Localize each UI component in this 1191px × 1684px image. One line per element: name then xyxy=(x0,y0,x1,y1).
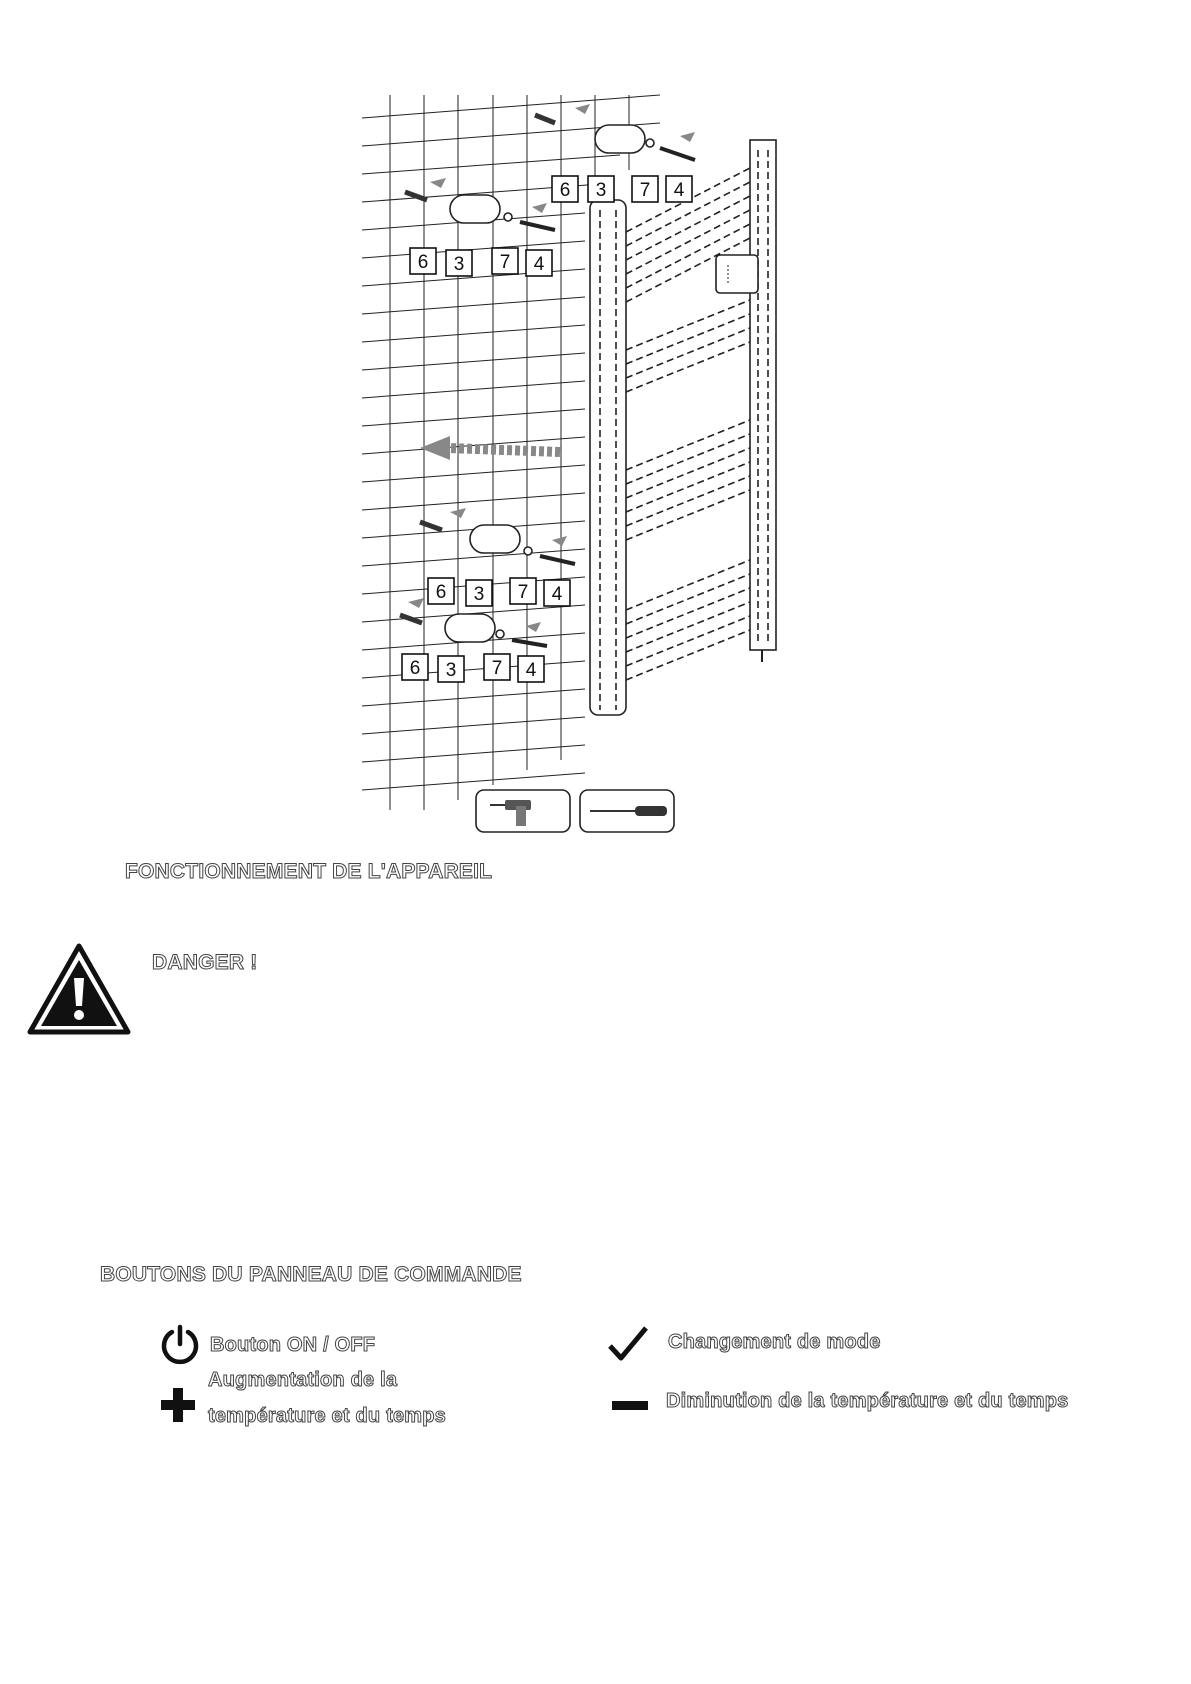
bracket-set-top-left xyxy=(405,178,555,230)
increase-label-line1: Augmentation de la xyxy=(208,1369,398,1391)
callout-label: 3 xyxy=(445,660,457,681)
power-icon xyxy=(158,1323,202,1367)
callout-label: 4 xyxy=(525,660,537,681)
callouts-bottom-lower xyxy=(402,654,544,682)
callout-label: 3 xyxy=(473,584,485,605)
callout-label: 3 xyxy=(595,180,607,201)
checkmark-icon xyxy=(606,1322,650,1366)
drill-icon xyxy=(476,790,570,832)
plus-icon xyxy=(158,1385,198,1425)
warning-triangle-icon xyxy=(24,940,134,1040)
screwdriver-icon xyxy=(580,790,674,832)
callout-label: 6 xyxy=(559,180,571,201)
callouts-top-right xyxy=(552,176,692,202)
section-title-operation: FONCTIONNEMENT DE L'APPAREIL xyxy=(125,860,493,883)
mount-direction-arrow xyxy=(420,436,560,460)
callouts-bottom-upper xyxy=(428,578,570,606)
callout-label: 4 xyxy=(551,584,563,605)
control-box xyxy=(716,255,758,293)
callouts-top-left xyxy=(410,248,552,276)
callout-label: 7 xyxy=(491,658,503,679)
bracket-set-top-right xyxy=(535,104,695,160)
callout-label: 7 xyxy=(639,180,651,201)
callout-label: 7 xyxy=(499,252,511,273)
power-button-label: Bouton ON / OFF xyxy=(210,1334,376,1356)
callout-label: 6 xyxy=(417,252,429,273)
towel-radiator xyxy=(590,140,776,715)
mode-change-label: Changement de mode xyxy=(668,1331,881,1353)
section-title-buttons: BOUTONS DU PANNEAU DE COMMANDE xyxy=(100,1263,522,1286)
callout-label: 6 xyxy=(435,582,447,603)
callout-label: 3 xyxy=(453,254,465,275)
callout-label: 7 xyxy=(517,582,529,603)
increase-label-line2: température et du temps xyxy=(208,1405,446,1427)
minus-icon xyxy=(610,1398,650,1414)
callout-label: 4 xyxy=(673,180,685,201)
callout-label: 4 xyxy=(533,254,545,275)
callout-label: 6 xyxy=(409,658,421,679)
decrease-label: Diminution de la température et du temps xyxy=(666,1390,1069,1412)
danger-label: DANGER ! xyxy=(152,951,258,974)
